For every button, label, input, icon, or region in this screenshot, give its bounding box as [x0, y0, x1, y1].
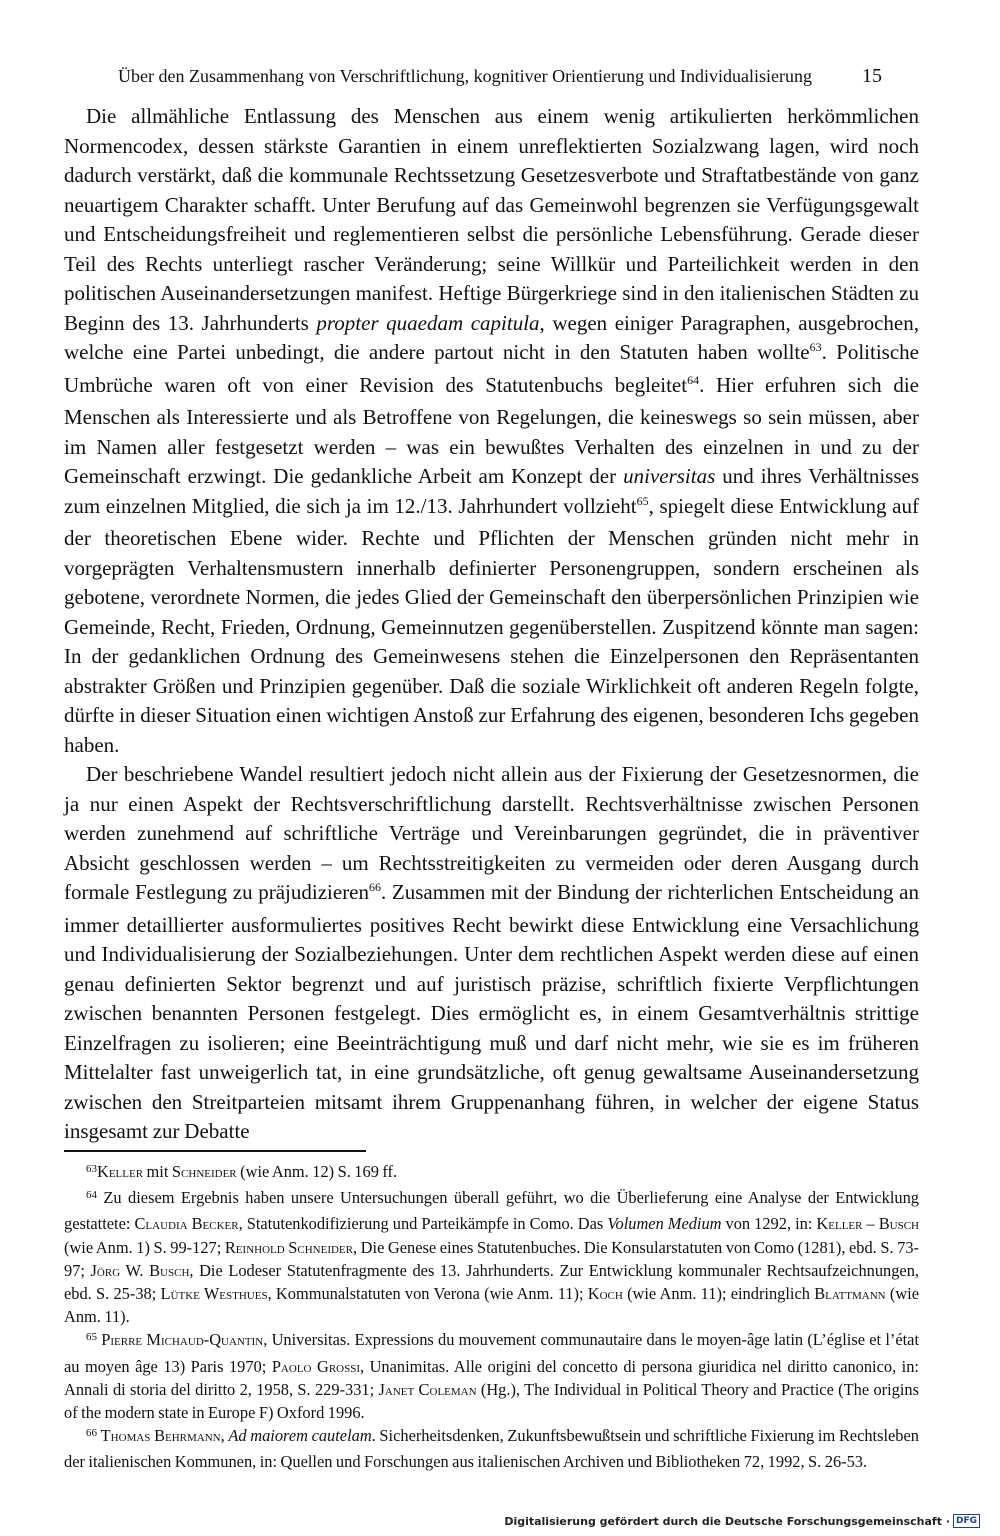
text-run: , Die Lodeser Statutenfragmente des 13. Jahrhunderts. Zur Entwicklung kommunaler Rechtsaufzeichnungen, ebd. S. 25-38; — [64, 1260, 919, 1304]
italic-title: Ad maiorem cautelam — [228, 1426, 372, 1446]
text-run: (wie Anm. 1) S. 99-127; — [64, 1237, 225, 1257]
author-name: Schneider — [171, 1162, 237, 1181]
text-run: , Unanimitas. Alle origini del concetto di persona giuridica nel diritto canonico, in: Annali di storia del diritto 2, 1958, S. 229-331; — [64, 1356, 919, 1399]
running-title: Über den Zusammenhang von Verschriftlichung, kognitiver Orientierung und Individualisierung — [118, 66, 813, 86]
text-run: . Zusammen mit der Bindung der richterlichen Entscheidung an immer detaillierter ausformuliertes positives Recht bewirkt diese Entwicklung eine Versachlichung und Individualisierung der Sozialbeziehungen. Unter dem rechtlichen Aspekt werden diese auf einen genau definierten Sektor begrenzt und auf juristisch präzise, schriftlich fixierte Verpflichtungen zwischen benannten Personen festgelegt. Dies ermöglicht es, in einem Gesamtverhältnis strittige Einzelfragen zu isolieren; eine Beeinträchtigung muß und darf nicht mehr, wie sie es im früheren Mittelalter fast unweigerlich tat, in eine grundsätzliche, oft genug gewaltsame Auseinandersetzung zwischen den Streitparteien mitsamt ihrem Gruppenanhang führen, in welcher der eigene Status insgesamt zur Debatte — [64, 880, 919, 1143]
dfg-logo-icon: DFG — [953, 1514, 980, 1528]
author-name: Thomas Behrmann — [100, 1426, 221, 1446]
footnote-ref-63[interactable]: 63 — [809, 340, 822, 354]
author-name: Reinhold Schneider — [224, 1237, 353, 1257]
italic-phrase: universitas — [623, 464, 716, 488]
footnote-number: 63 — [86, 1163, 97, 1175]
author-name: Blattmann — [814, 1284, 886, 1304]
footnote-number: 66 — [86, 1427, 97, 1440]
main-text — [64, 102, 919, 1147]
footnote-number: 65 — [86, 1331, 97, 1344]
text-run: Zu diesem Ergebnis haben unsere Untersuchungen überall geführt, wo die Überlieferung eine Analyse der Entwicklung gestattete: — [64, 1188, 919, 1234]
footnote-separator — [64, 1150, 366, 1152]
text-run: (wie Anm. 11). — [64, 1284, 919, 1327]
footnotes — [64, 1160, 919, 1474]
text-run: und ihres Verhältnisses zum einzelnen Mitglied, die sich ja im 12./13. Jahrhundert vollzieht — [64, 464, 919, 518]
footnote-64 — [64, 1186, 919, 1328]
text-run: , — [220, 1426, 229, 1446]
author-name: Janet Coleman — [378, 1379, 477, 1399]
author-name: Jörg W. Busch — [90, 1260, 190, 1280]
footnote-66 — [64, 1424, 919, 1473]
text-run: Der beschriebene Wandel resultiert jedoch nicht allein aus der Fixierung der Gesetzesnormen, die ja nur einen Aspekt der Rechtsverschriftlichung darstellt. Rechtsverhältnisse zwischen Personen werden zunehmend auf schriftliche Verträge und Vereinbarungen gegründet, die in präventiver Absicht geschlossen werden – um Rechtsstreitigkeiten zu vermeiden oder deren Ausgang durch formale Festlegung zu präjudizieren — [64, 762, 919, 904]
footnote-63 — [64, 1160, 919, 1186]
author-name: Koch — [587, 1284, 623, 1304]
text-run: , Kommunalstatuten von Verona (wie Anm. 11); — [267, 1284, 588, 1304]
page-number: 15 — [862, 65, 882, 87]
author-name: Keller – Busch — [816, 1214, 920, 1234]
author-name: Claudia Becker — [134, 1214, 239, 1234]
text-run: , Die Genese eines Statutenbuches. Die Konsularstatuten von Como (1281), ebd. S. 73-97; — [64, 1237, 920, 1280]
text-run: mit — [143, 1162, 172, 1181]
text-run: von 1292, in: — [721, 1214, 817, 1234]
digitization-footer — [504, 1514, 980, 1528]
text-run: (Hg.), The Individual in Political Theory and Practice (The origins of the modern state in Europe F) Oxford 1996. — [64, 1379, 919, 1423]
paragraph-1 — [64, 102, 919, 760]
footer-text: Digitalisierung gefördert durch die Deutsche Forschungsgemeinschaft · — [504, 1514, 950, 1528]
text-run: . Sicherheitsdenken, Zukunftsbewußtsein und schriftliche Fixierung im Rechtsleben der italienischen Kommunen, in: Quellen und Forschungen aus italienischen Archiven und Bibliotheken 72, 1992, S. 26-53. — [64, 1426, 919, 1472]
text-run: , spiegelt diese Entwicklung auf der theoretischen Ebene wider. Rechte und Pflichten der Menschen gründen nicht mehr in vorgeprägten Verhaltensmustern innerhalb definierter Personengruppen, sondern erscheinen als gebotene, verordnete Normen, die jedes Glied der Gemeinschaft den überpersönlichen Prinzipien wie Gemeinde, Recht, Frieden, Ordnung, Gemeinnutzen gegenüberstellen. Zuspitzend könnte man sagen: In der gedanklichen Ordnung des Gemeinwesens stehen die Einzelpersonen den Repräsentanten abstrakter Größen und Prinzipien gegenüber. Daß die soziale Wirklichkeit oft anderen Regeln folgte, dürfte in dieser Situation einen wichtigen Anstoß zur Erfahrung des eigenen, besonderen Ichs gegeben haben. — [64, 493, 919, 757]
text-run: (wie Anm. 11); eindringlich — [622, 1284, 815, 1304]
author-name: Paolo Grossi — [271, 1356, 360, 1376]
text-run: Die allmähliche Entlassung des Menschen aus einem wenig artikulierten herkömmlichen Normencodex, dessen stärkste Garantien in einem unreflektierten Sozialzwang lagen, wird noch dadurch verstärkt, daß die kommunale Rechtssetzung Gesetzesverbote und Straftatbestände von ganz neuartigem Charakter schafft. Unter Berufung auf das Gemeinwohl begrenzen sie Verfügungsgewalt und Entscheidungsfreiheit und reglementieren selbst die persönliche Lebensführung. Gerade dieser Teil des Rechts unterliegt rascher Veränderung; seine Willkür und Parteilichkeit werden in den politischen Auseinandersetzungen manifest. Heftige Bürgerkriege sind in den italienischen Städten zu Beginn des 13. Jahrhunderts — [64, 104, 919, 335]
author-name: Keller — [97, 1162, 144, 1181]
text-run: . Politische Umbrüche waren oft von einer Revision des Statutenbuchs begleitet — [64, 340, 919, 397]
text-run: , wegen einiger Paragraphen, ausgebrochen, welche eine Partei unbedingt, die andere partout nicht in den Statuten haben wollte — [64, 310, 919, 364]
text-run: , Universitas. Expressions du mouvement communautaire dans le moyen-âge latin (L’église et l’état au moyen âge 13) Paris 1970; — [64, 1330, 920, 1376]
footnote-ref-66[interactable]: 66 — [369, 880, 382, 894]
paragraph-2 — [64, 760, 919, 1147]
text-run: , Statutenkodifizierung und Parteikämpfe in Como. Das — [238, 1214, 608, 1234]
footnote-ref-64[interactable]: 64 — [687, 372, 700, 387]
italic-title: Volumen Medium — [607, 1214, 722, 1234]
text-run: (wie Anm. 12) S. 169 ff. — [236, 1162, 398, 1181]
author-name: Pierre Michaud-Quantin — [101, 1330, 264, 1350]
author-name: Lütke Westhues — [160, 1284, 268, 1304]
footnote-number: 64 — [86, 1189, 97, 1202]
footnote-65 — [64, 1328, 919, 1424]
footnote-ref-65[interactable]: 65 — [636, 493, 649, 508]
text-run: . Hier erfuhren sich die Menschen als Interessierte und als Betroffene von Regelungen, die keineswegs so sein müssen, aber im Namen aller festgesetzt werden – was ein bewußtes Verhalten des einzelnen in und zu der Gemeinschaft erzwingt. Die gedankliche Arbeit am Konzept der — [64, 372, 920, 488]
italic-phrase: propter quaedam capitula — [316, 310, 540, 335]
